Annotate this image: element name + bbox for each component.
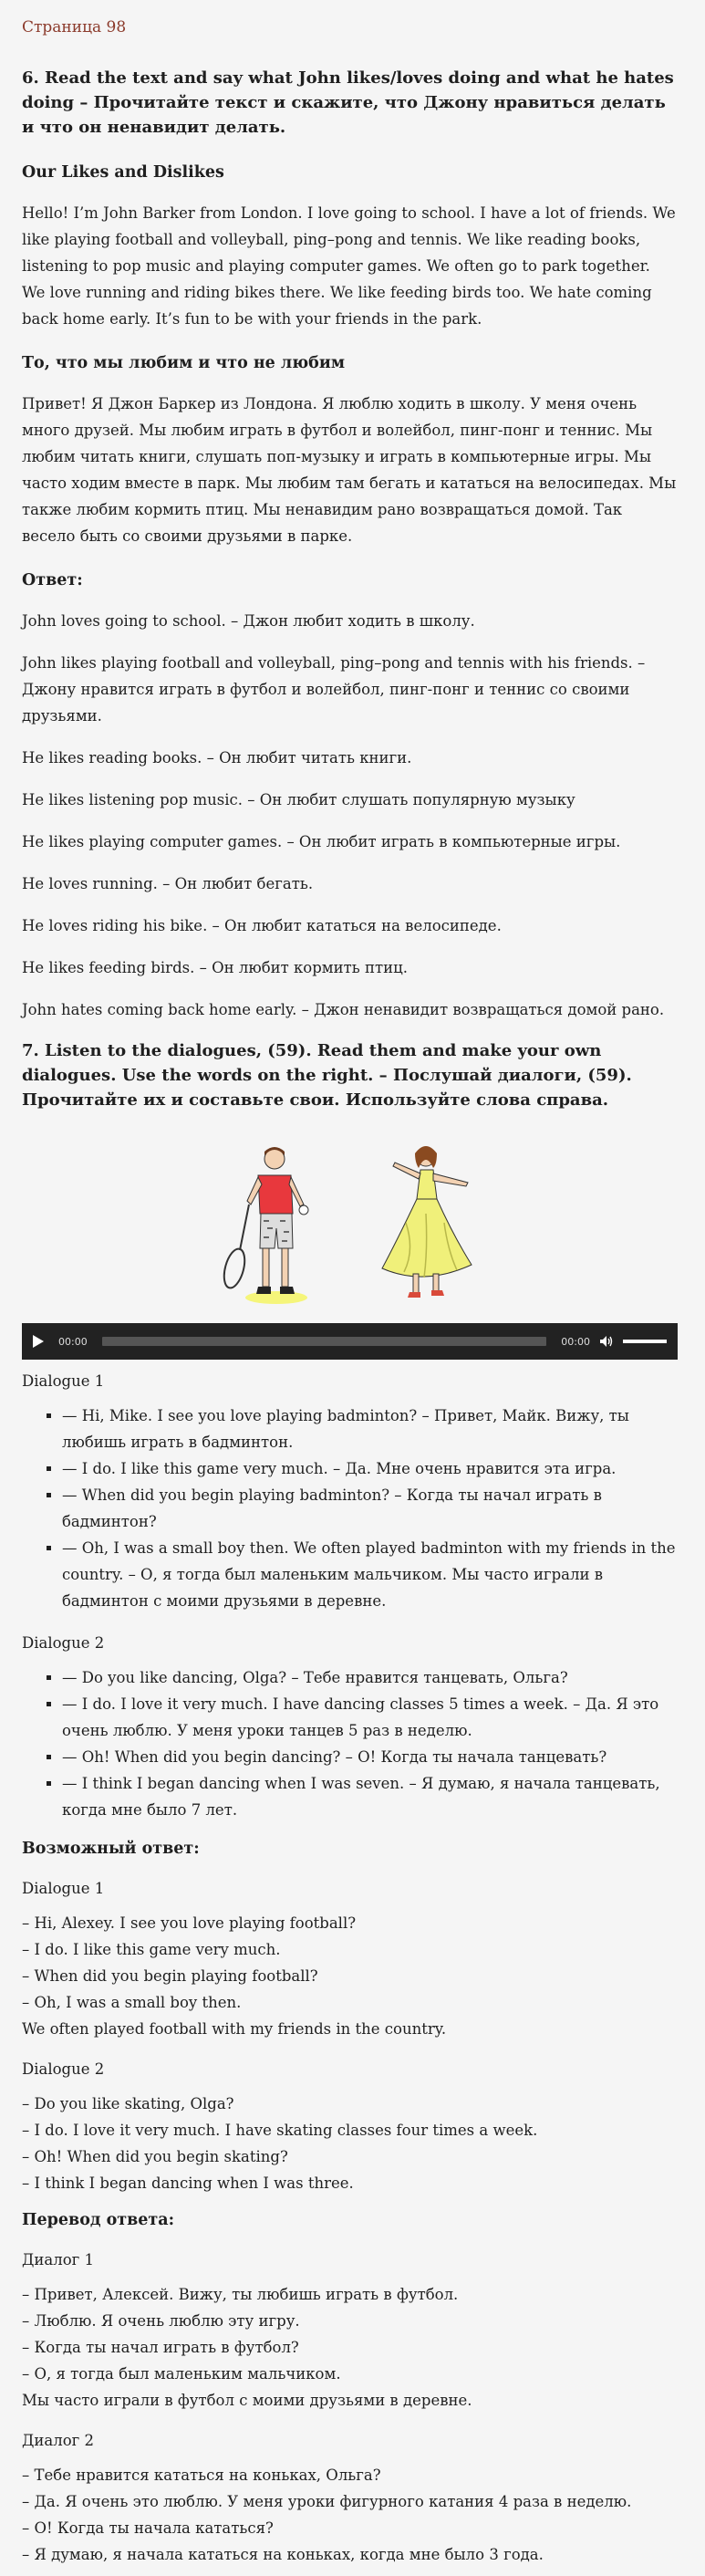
dialogue-line: – Oh! When did you begin skating? bbox=[22, 2148, 288, 2165]
dancing-girl-image bbox=[369, 1141, 488, 1305]
pa-dialogue2 bbox=[22, 2091, 678, 2196]
pa-dialogue2-label: Dialogue 2 bbox=[22, 2060, 105, 2078]
list-item: ▪ — I do. I like this game very much. – Да. Мне очень нравится эта игра. bbox=[62, 1455, 678, 1482]
list-item: ▪ — Oh! When did you begin dancing? – О! Когда ты начала танцевать? bbox=[62, 1744, 678, 1770]
list-item: ▪ — When did you begin playing badminton? – Когда ты начал играть в бадминтон? bbox=[62, 1482, 678, 1535]
illustration bbox=[22, 1136, 678, 1305]
task6-title: 6. Read the text and say what John likes/loves doing and what he hates doing – Прочитайте текст и скажите, что Джону нравиться делать и что он ненавидит делать. bbox=[22, 68, 674, 137]
pa-dialogue1 bbox=[22, 1910, 678, 2042]
answer-line: He likes playing computer games. – Он любит играть в компьютерные игры. bbox=[22, 833, 621, 850]
dialogue-line: – Люблю. Я очень люблю эту игру. bbox=[22, 2312, 300, 2330]
answer-line: He likes reading books. – Он любит читать книги. bbox=[22, 749, 412, 767]
pa-dialogue1-label: Dialogue 1 bbox=[22, 1880, 105, 1897]
task6-answers bbox=[22, 608, 678, 1023]
answer-line: John likes playing football and volleyball, ping–pong and tennis with his friends. – Джону нравится играть в футбол и волейбол, пинг-понг и теннис со своими друзьями. bbox=[22, 654, 646, 725]
dialogue2-label: Dialogue 2 bbox=[22, 1634, 105, 1652]
tr-dialogue1 bbox=[22, 2281, 678, 2414]
list-item: ▪ — I think I began dancing when I was seven. – Я думаю, я начала танцевать, когда мне было 7 лет. bbox=[62, 1770, 678, 1823]
tr-dialogue2-label: Диалог 2 bbox=[22, 2432, 95, 2449]
duration: 00:00 bbox=[561, 1335, 590, 1348]
translation-label: Перевод ответа: bbox=[22, 2211, 175, 2229]
volume-slider[interactable] bbox=[623, 1340, 667, 1343]
possible-answer-label: Возможный ответ: bbox=[22, 1840, 200, 1858]
list-item: ▪ — Hi, Mike. I see you love playing badminton? – Привет, Майк. Вижу, ты любишь играть в бадминтон. bbox=[62, 1403, 678, 1455]
answer-line: He likes listening pop music. – Он любит слушать популярную музыку bbox=[22, 791, 575, 808]
answer-line: He likes feeding birds. – Он любит кормить птиц. bbox=[22, 959, 408, 976]
tr-dialogue2 bbox=[22, 2462, 678, 2568]
dialogue1-list bbox=[22, 1403, 678, 1614]
answer-line: He loves running. – Он любит бегать. bbox=[22, 875, 314, 892]
answer-line: John loves going to school. – Джон любит ходить в школу. bbox=[22, 612, 475, 630]
task6-text-ru: Привет! Я Джон Баркер из Лондона. Я люблю ходить в школу. У меня очень много друзей. Мы любим играть в футбол и волейбол, пинг-понг и теннис. Мы любим читать книги, слушать поп-музыку и играть в компьютерные игры. Мы часто ходим вместе в парк. Мы любим там бегать и кататься на велосипедах. Мы также любим кормить птиц. Мы ненавидим рано возвращаться домой. Так весело быть со своими друзьями в парке. bbox=[22, 395, 677, 545]
page-number: Страница 98 bbox=[22, 18, 127, 37]
dialogue-line: – Привет, Алексей. Вижу, ты любишь играть в футбол. bbox=[22, 2286, 459, 2303]
audio-player bbox=[22, 1323, 678, 1360]
dialogue-line: – Да. Я очень это люблю. У меня уроки фигурного катания 4 раза в неделю. bbox=[22, 2493, 632, 2510]
task6-answer-label: Ответ: bbox=[22, 571, 83, 589]
list-item: ▪ — Do you like dancing, Olga? – Тебе нравится танцевать, Ольга? bbox=[62, 1664, 678, 1691]
dialogue-line: – Тебе нравится кататься на коньках, Ольга? bbox=[22, 2466, 381, 2484]
volume-icon[interactable] bbox=[599, 1335, 614, 1348]
answer-line: John hates coming back home early. – Джон ненавидит возвращаться домой рано. bbox=[22, 1001, 665, 1018]
dialogue-line: – Do you like skating, Olga? bbox=[22, 2095, 234, 2112]
dialogue-line: – I do. I like this game very much. bbox=[22, 1941, 281, 1958]
dialogue1-label: Dialogue 1 bbox=[22, 1372, 105, 1390]
task7-title: 7. Listen to the dialogues, (59). Read them and make your own dialogues. Use the words on the right. – Послушай диалоги, (59). Прочитайте их и составьте свои. Используйте слова справа. bbox=[22, 1041, 632, 1110]
list-item: ▪ — Oh, I was a small boy then. We often played badminton with my friends in the country. – О, я тогда был маленьким мальчиком. Мы часто играли в бадминтон с моими друзьями в деревне. bbox=[62, 1535, 678, 1614]
dialogue-line: – Я думаю, я начала кататься на коньках, когда мне было 3 года. bbox=[22, 2546, 544, 2563]
dialogue-line: – Hi, Alexey. I see you love playing football? bbox=[22, 1914, 357, 1932]
play-icon[interactable] bbox=[33, 1335, 44, 1348]
answer-line: He loves riding his bike. – Он любит кататься на велосипеде. bbox=[22, 917, 502, 934]
seek-bar[interactable] bbox=[102, 1337, 547, 1346]
dialogue-line: – When did you begin playing football? bbox=[22, 1967, 318, 1985]
task6-heading-ru: То, что мы любим и что не любим bbox=[22, 354, 346, 372]
dialogue-line: – I think I began dancing when I was three. bbox=[22, 2174, 354, 2192]
dialogue-line: – О, я тогда был маленьким мальчиком. bbox=[22, 2365, 341, 2383]
task6-heading-en: Our Likes and Dislikes bbox=[22, 163, 224, 182]
list-item: ▪ — I do. I love it very much. I have dancing classes 5 times a week. – Да. Я это очень люблю. У меня уроки танцев 5 раз в неделю. bbox=[62, 1691, 678, 1744]
dialogue-line: – О! Когда ты начала кататься? bbox=[22, 2519, 274, 2537]
task6-text-en: Hello! I’m John Barker from London. I love going to school. I have a lot of friends. We like playing football and volleyball, ping–pong and tennis. We like reading books, listening to pop music and playing computer games. We often go to park together. We love running and riding bikes there. We like feeding birds too. We hate coming back home early. It’s fun to be with your friends in the park. bbox=[22, 204, 676, 328]
dialogue-line: – I do. I love it very much. I have skating classes four times a week. bbox=[22, 2122, 538, 2139]
dialogue-line: We often played football with my friends in the country. bbox=[22, 2020, 447, 2038]
current-time: 00:00 bbox=[58, 1335, 88, 1348]
dialogue-line: – Когда ты начал играть в футбол? bbox=[22, 2339, 299, 2356]
dialogue-line: Мы часто играли в футбол с моими друзьями в деревне. bbox=[22, 2392, 472, 2409]
tr-dialogue1-label: Диалог 1 bbox=[22, 2251, 95, 2268]
dialogue-line: – Oh, I was a small boy then. bbox=[22, 1994, 242, 2011]
dialogue2-list bbox=[22, 1664, 678, 1823]
boy-badminton-image bbox=[213, 1141, 322, 1305]
